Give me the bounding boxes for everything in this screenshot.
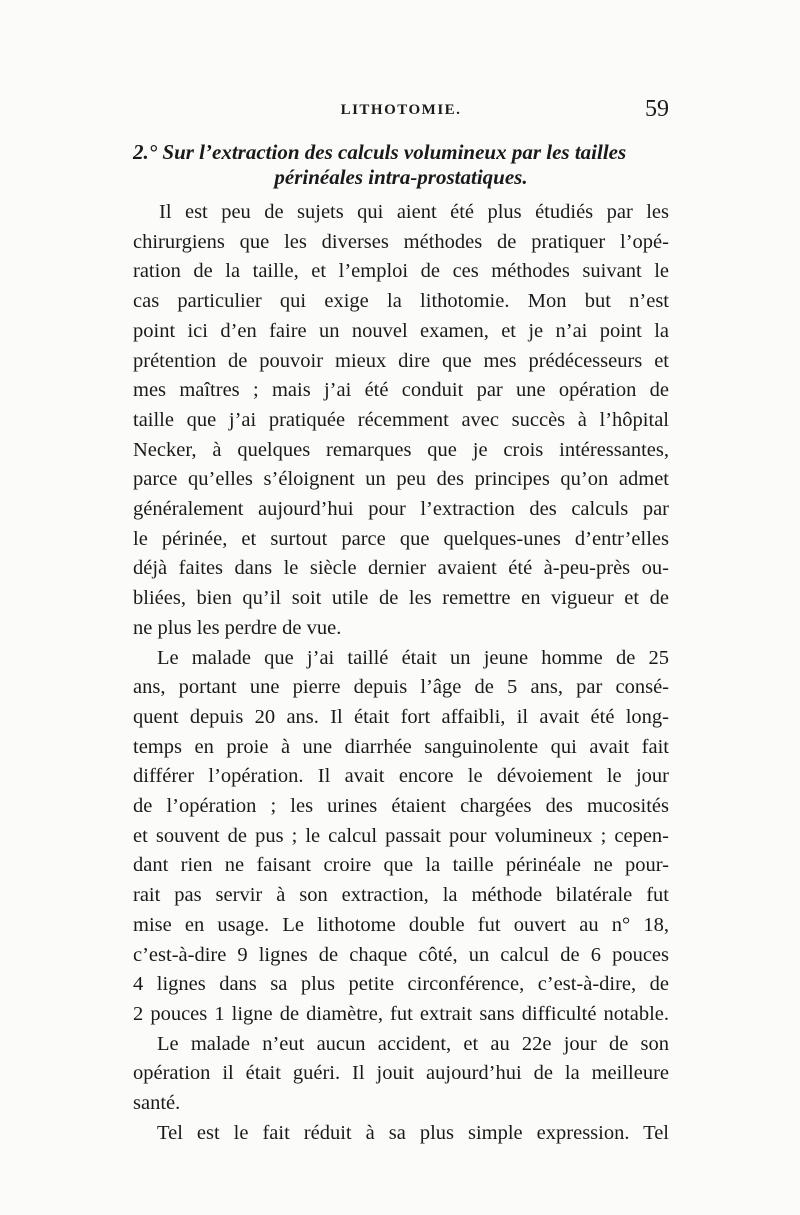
text-line: prétention de pouvoir mieux dire que mes prédécesseurs et xyxy=(133,349,669,372)
text-line: mise en usage. Le lithotome double fut ouvert au n° 18, xyxy=(133,913,669,936)
paragraph xyxy=(133,1030,669,1119)
text-line: ans, portant une pierre depuis l’âge de 5 ans, par consé- xyxy=(133,676,669,699)
text-line: déjà faites dans le siècle dernier avaient été à-peu-près ou- xyxy=(133,557,669,580)
text-line: cas particulier qui exige la lithotomie. Mon but n’est xyxy=(133,290,669,313)
text-line: Le malade n’eut aucun accident, et au 22e jour de son xyxy=(157,1032,669,1055)
text-line: le périnée, et surtout parce que quelques-unes d’entr’elles xyxy=(133,527,669,550)
text-line: quent depuis 20 ans. Il était fort affaibli, il avait été long- xyxy=(133,705,669,728)
paragraph xyxy=(133,198,669,644)
text-line: c’est-à-dire 9 lignes de chaque côté, un calcul de 6 pouces xyxy=(133,943,669,966)
text-line: de l’opération ; les urines étaient chargées des mucosités xyxy=(133,795,669,818)
text-line: différer l’opération. Il avait encore le dévoiement le jour xyxy=(133,765,669,788)
section-heading xyxy=(133,140,669,190)
text-line: et souvent de pus ; le calcul passait pour volumineux ; cepen- xyxy=(133,824,669,847)
running-title: LITHOTOMIE. xyxy=(340,102,462,118)
text-line: ration de la taille, et l’emploi de ces méthodes suivant le xyxy=(133,260,669,283)
text-line: Tel est le fait réduit à sa plus simple expression. Tel xyxy=(157,1121,669,1144)
text-line: mes maîtres ; mais j’ai été conduit par une opération de xyxy=(133,379,669,402)
section-heading-line: 2.° Sur l’extraction des calculs volumineux par les tailles xyxy=(133,140,627,164)
text-line: dant rien ne faisant croire que la taille périnéale ne pour- xyxy=(133,854,669,877)
text-line: 2 pouces 1 ligne de diamètre, fut extrait sans difficulté notable. xyxy=(133,1002,669,1025)
text-line: rait pas servir à son extraction, la méthode bilatérale fut xyxy=(133,884,669,907)
text-line: 4 lignes dans sa plus petite circonférence, c’est-à-dire, de xyxy=(133,973,669,996)
running-header xyxy=(133,98,669,126)
text-line: taille que j’ai pratiquée récemment avec succès à l’hôpital xyxy=(133,408,669,431)
paragraph xyxy=(133,644,669,1030)
section-heading-line: périnéales intra-prostatiques. xyxy=(274,165,528,189)
text-line: ne plus les perdre de vue. xyxy=(133,616,342,639)
text-line: parce qu’elles s’éloignent un peu des principes qu’on admet xyxy=(133,468,669,491)
body-text xyxy=(133,198,669,1149)
text-line: point ici d’en faire un nouvel examen, et je n’ai point la xyxy=(133,319,669,342)
text-line: Il est peu de sujets qui aient été plus étudiés par les xyxy=(159,201,669,223)
paragraph xyxy=(133,1119,669,1149)
text-line: généralement aujourd’hui pour l’extraction des calculs par xyxy=(133,498,669,521)
text-line: santé. xyxy=(133,1092,181,1115)
text-line: opération il était guéri. Il jouit aujourd’hui de la meilleure xyxy=(133,1062,669,1085)
text-line: temps en proie à une diarrhée sanguinolente qui avait fait xyxy=(133,735,669,758)
text-line: bliées, bien qu’il soit utile de les remettre en vigueur et de xyxy=(133,587,669,610)
text-line: chirurgiens que les diverses méthodes de pratiquer l’opé- xyxy=(133,230,669,253)
page-number: 59 xyxy=(645,96,669,122)
text-line: Necker, à quelques remarques que je crois intéressantes, xyxy=(133,438,669,461)
text-line: Le malade que j’ai taillé était un jeune homme de 25 xyxy=(157,646,669,669)
